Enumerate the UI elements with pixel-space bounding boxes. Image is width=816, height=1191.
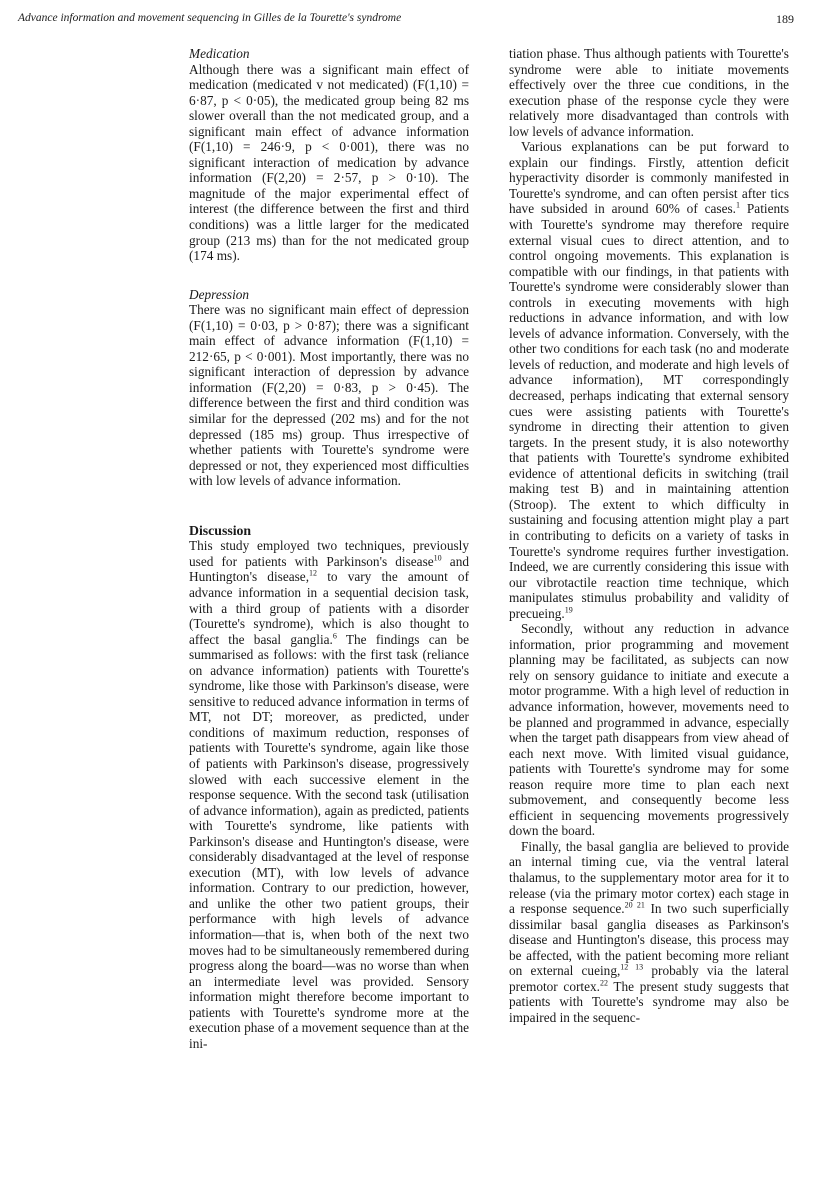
ref-19: 19 [564, 605, 573, 615]
page-number: 189 [776, 12, 794, 26]
running-header [18, 12, 794, 32]
ref-12-13: 12 13 [620, 962, 644, 972]
secondly-paragraph: Secondly, without any reduction in advance information, prior programming and movement planning may be facilitated, as subjects can now rely on sensory guidance to initiate and execute a motor programme. With a high level of reduction in advance information, however, movements need to be planned and programmed in advance, especially when the target path disappears from view ahead of each next move. With limited visual guidance, patients with Tourette's syndrome may for some reason require more time to plan each next submovement, and consequently become less efficient in sequencing movements progressively down the board. [509, 621, 789, 839]
depression-paragraph: There was no significant main effect of depression (F(1,10) = 0·03, p > 0·87); there was a significant main effect of advance information (F(1,10) = 212·65, p < 0·001). Most importantly, there was no significant interaction of depression by advance information (F(2,20) = 0·83, p > 0·45). The difference between the first and third condition was similar for the depressed (202 ms) and for the not depressed (185 ms) group. Thus irrespective of whether patients with Tourette's syndrome were depressed or not, they experienced most difficulties with low levels of advance information. [189, 302, 469, 489]
explanations-paragraph: Various explanations can be put forward to explain our findings. Firstly, attention deficit hyperactivity disorder is commonly manifested in Tourette's syndrome, and can often persist after tics have subsided in around 60% of cases.$^1$ Patients with Tourette's syndrome may therefore require external visual cues to direct attention, and to control ongoing movements. This explanation is compatible with our findings, in that patients with Tourette's syndrome were considerably slower than controls in executing movements with high reductions in advance information, and with low levels of advance information. Conversely, with the other two conditions for each task (no and moderate levels of reduction, and moderate and high levels of advance information), MT correspondingly decreased, perhaps indicating that external sensory cues were assisting patients with Tourette's syndrome in directing their attention to given targets. In the present study, it is also noteworthy that patients with Tourette's syndrome exhibited evidence of attentional deficits in switching (trail making test B) and in maintaining attention (Stroop). The extent to which difficulty in sustaining and focusing attention might play a part in contributing to deficits on a variety of tasks in Tourette's syndrome requires further investigation. Indeed, we are currently considering this issue with our vibrotactile reaction time technique, which manipulates stimulus probability and validity of precueing.$^{19}$ [509, 139, 789, 621]
discussion-heading: Discussion [189, 522, 252, 538]
left-column [189, 46, 469, 1051]
running-title: Advance information and movement sequencing in Gilles de la Tourette's syndrome [18, 12, 402, 24]
continued-paragraph: tiation phase. Thus although patients with Tourette's syndrome were able to initiate movements effectively over the three cue conditions, in the execution phase of the response cycle they were relatively more disadvantaged than controls with low levels of advance information. [509, 46, 789, 139]
finally-paragraph: Finally, the basal ganglia are believed to provide an internal timing cue, via the ventral lateral thalamus, to the supplementary motor area for it to release (via the primary motor cortex) each stage in a response sequence.$^{20 21}$ In two such superficially dissimilar basal ganglia diseases as Parkinson's disease and Huntington's disease, this process may be affected, with the patient becoming more reliant on external cueing,$^{12 13}$ probably via the lateral premotor cortex.$^{22}$ The present study suggests that patients with Tourette's syndrome may also be impaired in the sequenc- [509, 838, 789, 1025]
depression-heading: Depression [189, 286, 250, 302]
right-column [509, 46, 789, 1025]
ref-20-21: 20 21 [624, 900, 645, 910]
ref-12: 12 [309, 568, 318, 578]
ref-10: 10 [433, 553, 442, 563]
discussion-paragraph: This study employed two techniques, previously used for patients with Parkinson's disease$^{10}$ and Huntington's disease,$^{12}$ to vary the amount of advance information in a sequential decision task, with a third group of patients with a disorder (Tourette's syndrome), which is also thought to affect the basal ganglia.$^6$ The findings can be summarised as follows: with the first task (reliance on advance information) patients with Tourette's syndrome, like those with Parkinson's disease, were sensitive to reduced advance information in terms of MT, not DT; moreover, as predicted, under conditions of maximum reduction, responses of patients with Tourette's syndrome, again like those of patients with Parkinson's disease, progressively slowed with each successive element in the response sequence. With the second task (utilisation of advance information), again as predicted, patients with Tourette's syndrome, like patients with Parkinson's disease and Huntington's disease, were considerably disadvantaged at the level of response execution (MT), with low levels of advance information. Contrary to our prediction, however, and unlike the other two patient groups, their performance with high levels of advance information—that is, when both of the next two moves had to be simultaneously remembered during progress along the board—was no worse than when an intermediate level was provided. Sensory information might therefore become important to patients with Tourette's syndrome more at the execution phase of a movement sequence than at the ini- [189, 538, 469, 1051]
medication-heading: Medication [189, 46, 250, 61]
ref-1: 1 [736, 201, 741, 211]
ref-6: 6 [332, 631, 337, 641]
ref-22: 22 [599, 978, 608, 988]
medication-paragraph: Although there was a significant main effect of medication (medicated v not medicated) (F(1,10) = 6·87, p < 0·05), the medicated group being 82 ms slower overall than the not medicated group, and a significant main effect of advance information (F(1,10) = 246·9, p < 0·001), there was no significant interaction of medication by advance information (F(2,20) = 2·57, p > 0·10). The magnitude of the major experimental effect of interest (the difference between the first and third conditions) was a little larger for the medicated group (213 ms) than for the not medicated group (174 ms). [189, 61, 469, 264]
